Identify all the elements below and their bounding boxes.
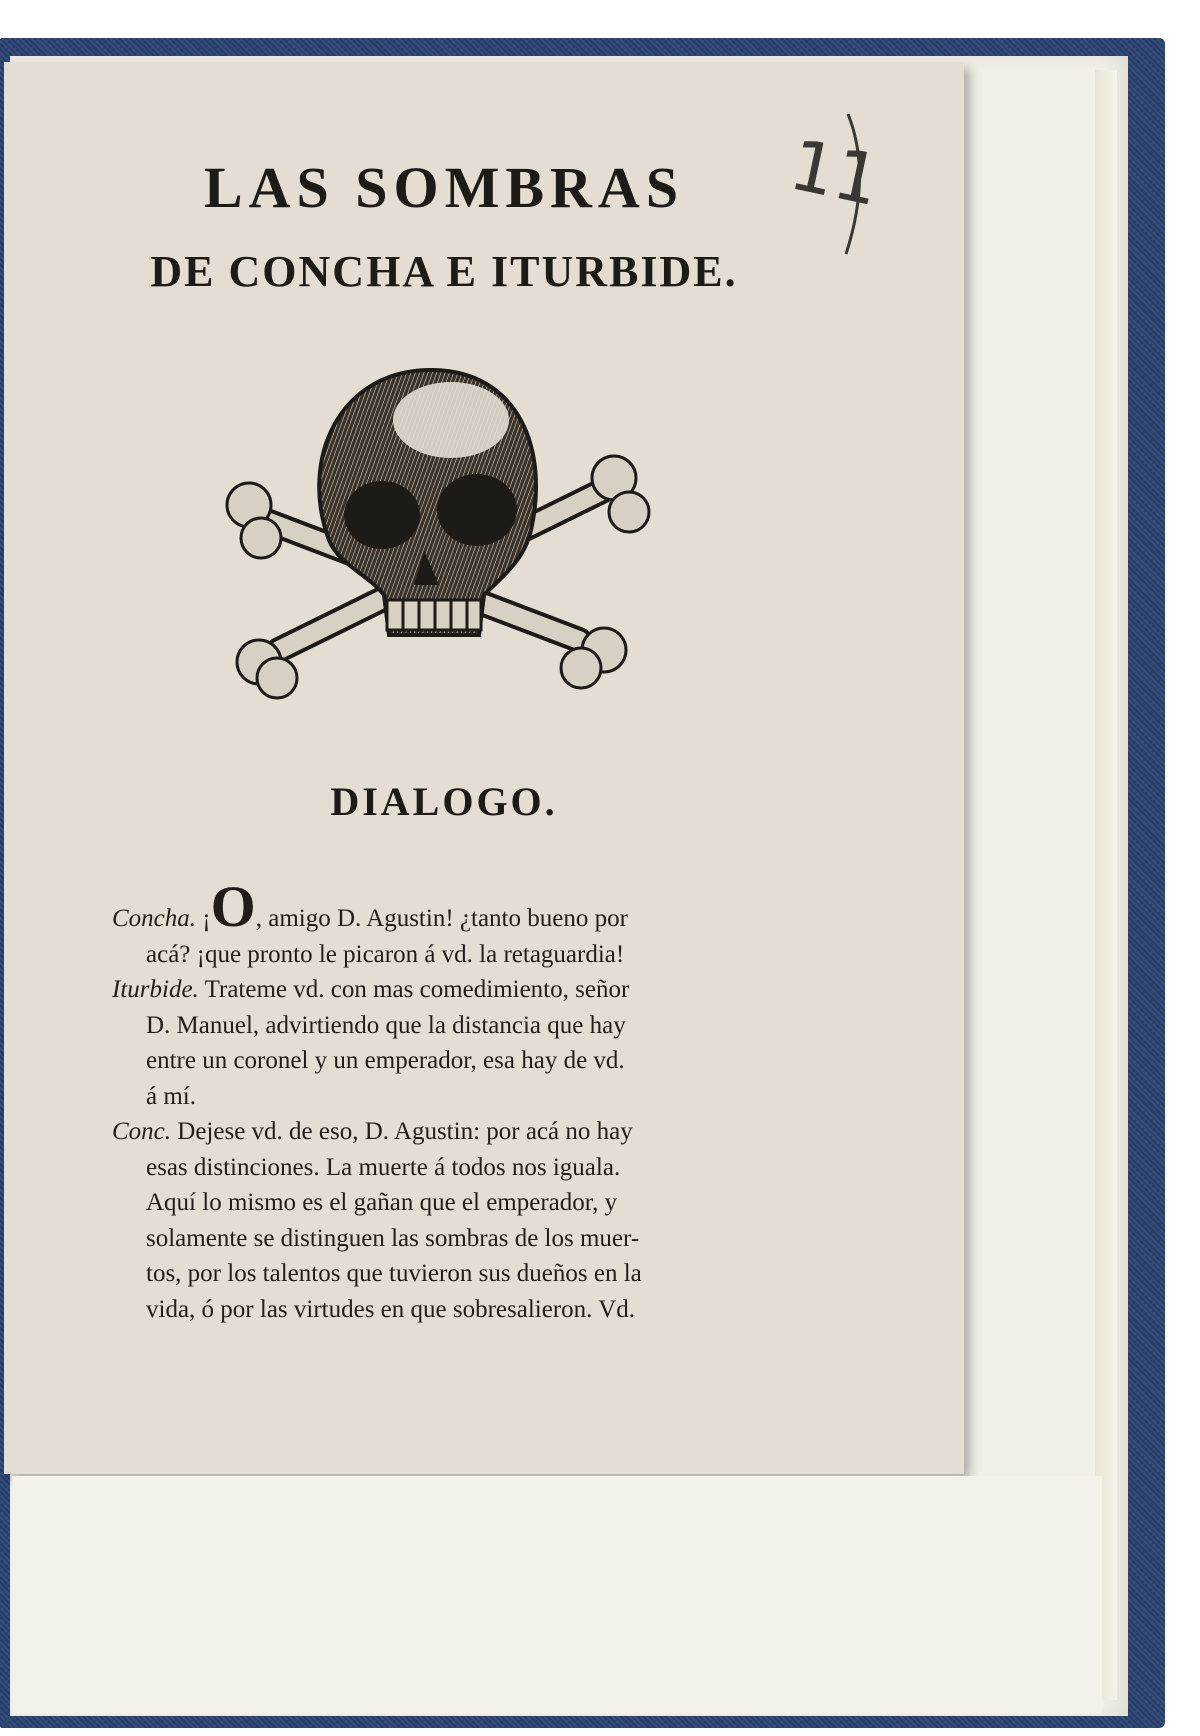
- text-line: acá? ¡que pronto le picaron á vd. la retaguardia!: [146, 940, 625, 968]
- text-line: [112, 1114, 812, 1150]
- drop-cap: O: [210, 874, 256, 939]
- text-line: [112, 972, 812, 1008]
- manuscript-note: [783, 104, 888, 264]
- text-line: [112, 874, 812, 939]
- inverted-exclamation: ¡: [202, 905, 211, 932]
- speaker-label: Conc.: [112, 1118, 172, 1145]
- speaker-label: Iturbide.: [112, 976, 199, 1003]
- line-text: Dejese vd. de eso, D. Agustin: por acá no hay: [171, 1118, 633, 1145]
- manuscript-note-text: 11: [783, 123, 888, 223]
- printed-leaf: [4, 62, 964, 1474]
- endpaper-lower: [12, 1476, 1102, 1714]
- page-title: LAS SOMBRAS: [203, 155, 685, 220]
- line-text: Trateme vd. con mas comedimiento, señor: [198, 976, 630, 1003]
- text-line: Aquí lo mismo es el gañan que el emperador, y: [146, 1189, 618, 1216]
- text-line: D. Manuel, advirtiendo que la distancia que hay: [146, 1011, 626, 1039]
- text-line: á mí.: [146, 1082, 196, 1110]
- text-line: vida, ó por las virtudes en que sobresalieron. Vd.: [146, 1295, 636, 1323]
- skull-and-crossbones-icon: [219, 350, 649, 790]
- endpaper-edge: [1095, 70, 1117, 1700]
- section-heading: DIALOGO.: [330, 779, 558, 824]
- text-line: solamente se distinguen las sombras de los muer-: [146, 1224, 640, 1252]
- text-line: tos, por los talentos que tuvieron sus dueños en la: [146, 1260, 642, 1287]
- page-subtitle: DE CONCHA E ITURBIDE.: [150, 247, 738, 296]
- text-line: entre un coronel y un emperador, esa hay de vd.: [146, 1047, 625, 1074]
- line-text: , amigo D. Agustin! ¿tanto bueno por: [255, 905, 628, 932]
- dialogue-text: [112, 874, 812, 1327]
- speaker-label: Concha.: [112, 905, 197, 932]
- text-line: esas distinciones. La muerte á todos nos iguala.: [146, 1153, 621, 1181]
